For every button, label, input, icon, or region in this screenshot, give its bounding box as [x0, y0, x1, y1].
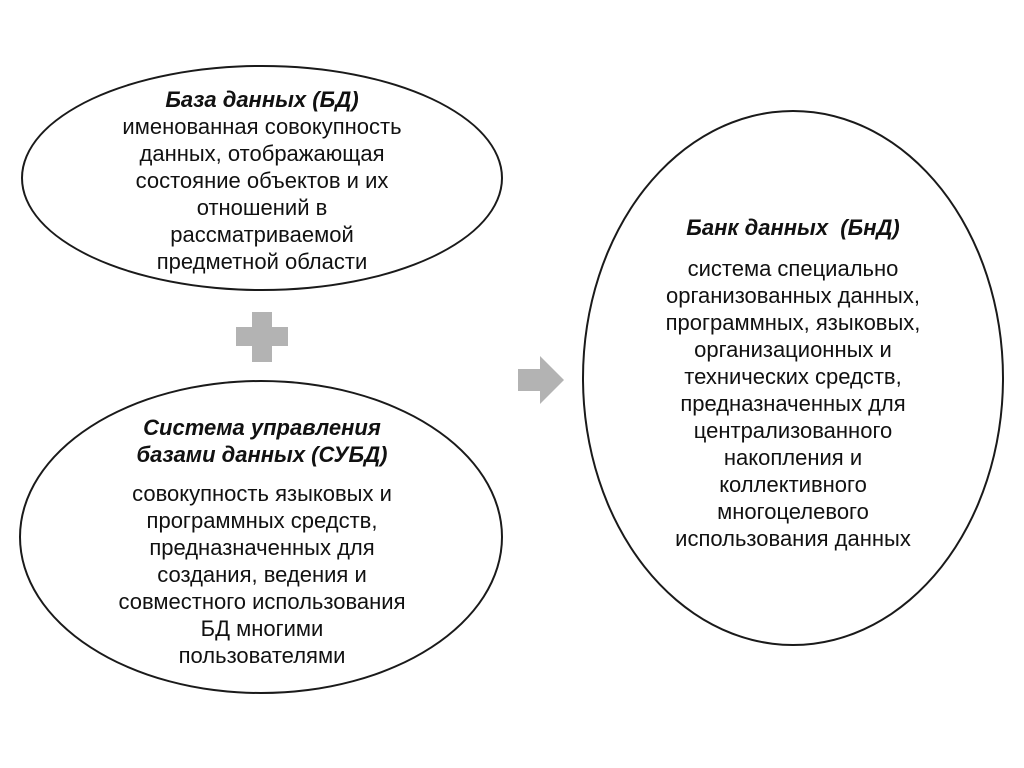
arrow-right-icon: [518, 356, 564, 404]
dbms-title-line: базами данных (СУБД): [136, 442, 388, 467]
database-line: рассматриваемой: [170, 222, 354, 247]
plus-icon-vertical-bar: [252, 312, 272, 362]
databank-line: коллективного: [719, 472, 867, 497]
database-line: состояние объектов и их: [135, 168, 389, 193]
database-line: именованная совокупность: [122, 114, 402, 139]
dbms-line: программных средств,: [146, 508, 378, 533]
databank-line: многоцелевого: [717, 499, 869, 524]
dbms-line: пользователями: [178, 643, 346, 668]
database-line: данных, отображающая: [139, 141, 385, 166]
databank-line: система специально: [687, 256, 899, 281]
databank-title: Банк данных (БнД): [686, 215, 900, 240]
dbms-text-block: [60, 414, 464, 669]
dbms-title-line: Система управления: [143, 415, 381, 440]
database-text-block: [60, 86, 464, 275]
databank-line: централизованного: [693, 418, 893, 443]
databank-line: накопления и: [723, 445, 863, 470]
dbms-line: совокупность языковых и: [132, 481, 392, 506]
dbms-line: совместного использования: [118, 589, 406, 614]
databank-line: предназначенных для: [680, 391, 906, 416]
databank-line: организационных и: [694, 337, 892, 362]
arrow-right-shape: [518, 356, 564, 404]
database-title: База данных (БД): [165, 87, 359, 112]
databank-line: организованных данных,: [666, 283, 920, 308]
database-line: предметной области: [156, 249, 368, 274]
databank-line: использования данных: [675, 526, 911, 551]
database-line: отношений в: [196, 195, 328, 220]
databank-line: технических средств,: [684, 364, 902, 389]
dbms-line: БД многими: [200, 616, 324, 641]
databank-text-block: [612, 214, 974, 552]
dbms-line: предназначенных для: [149, 535, 375, 560]
databank-line: программных, языковых,: [665, 310, 921, 335]
dbms-line: создания, ведения и: [157, 562, 367, 587]
